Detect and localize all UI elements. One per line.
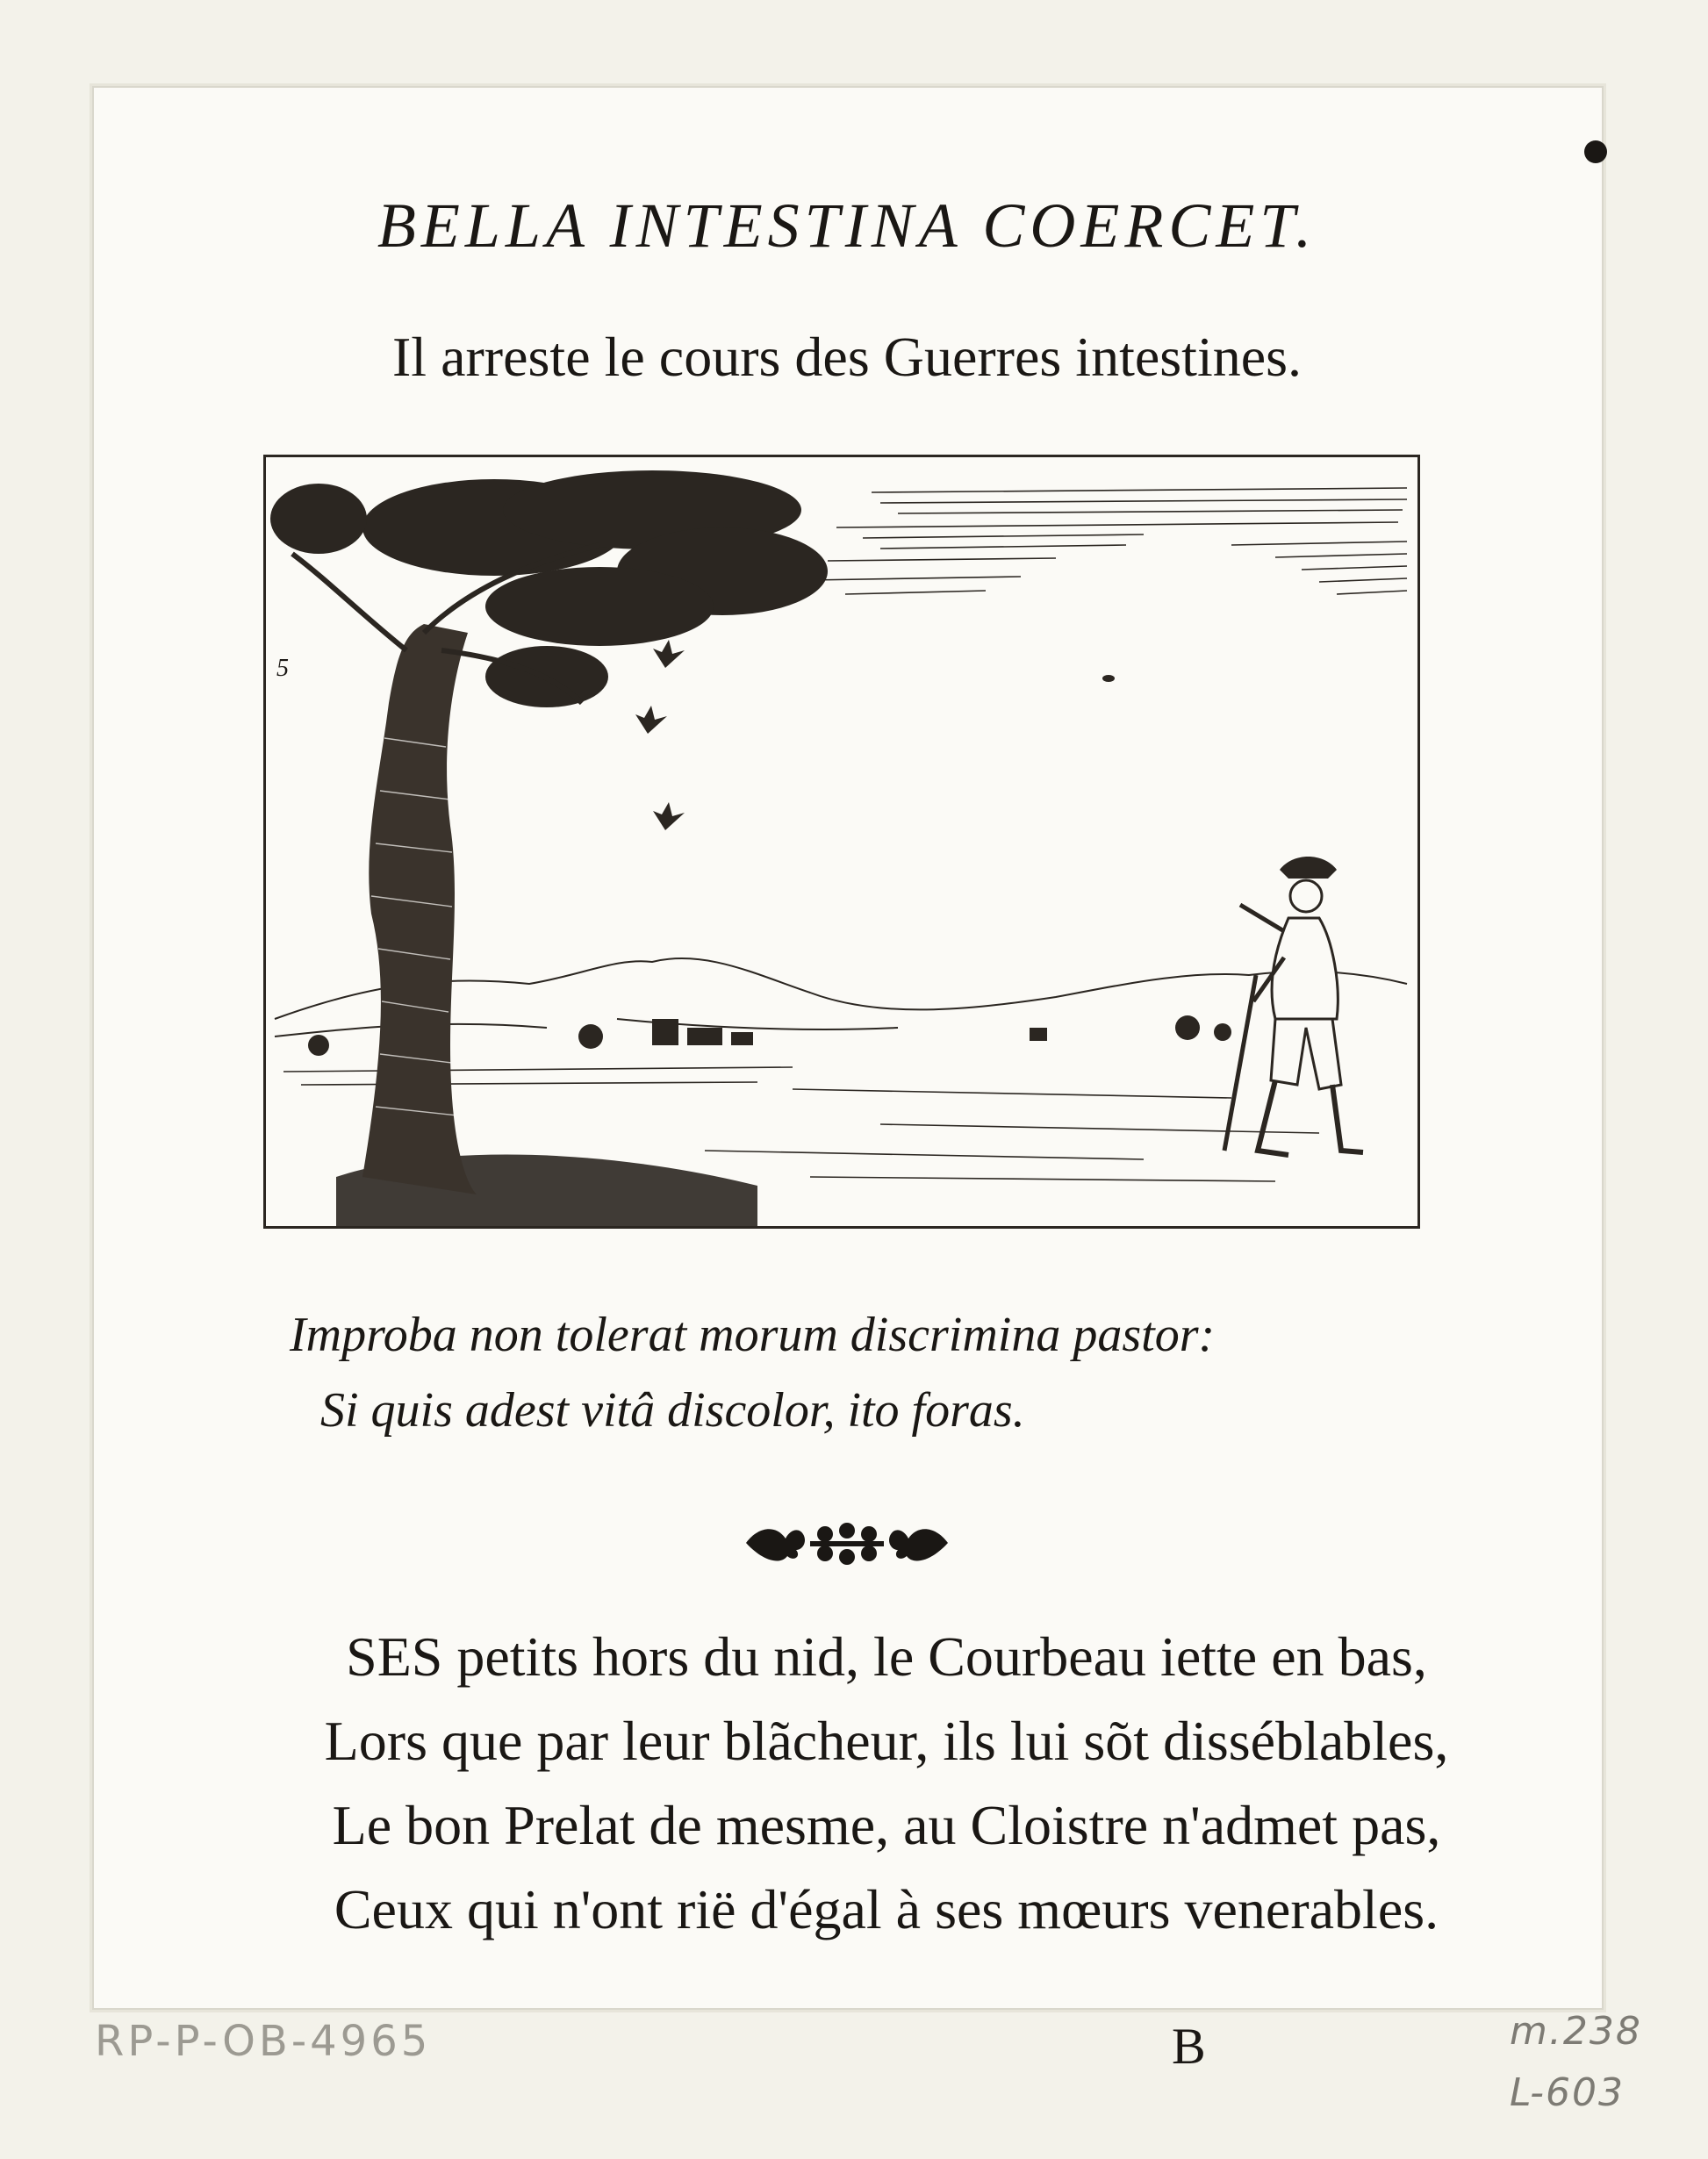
tree-trunk [362,624,477,1194]
french-subtitle: Il arreste le cours des Guerres intestines. [391,326,1303,388]
catalogue-references [1510,2001,1642,2124]
catalogue-ref-2: L-603 [1510,2070,1625,2115]
inventory-number: RP-P-OB-4965 [95,2017,432,2066]
french-verse [189,1615,1584,1952]
french-line-3: Le bon Prelat de mesme, au Cloistre n'admet pas, [332,1794,1441,1856]
fleuron-ornament [742,1508,952,1578]
latin-line-1: Improba non tolerat morum discrimina pastor: [290,1308,1216,1362]
signature-mark: B [1172,2018,1206,2075]
tree-foliage [270,470,828,707]
latin-line-2: Si quis adest vitâ discolor, ito foras. [320,1383,1025,1438]
sky-hatching [810,488,1407,594]
etched-plate-image [263,455,1420,1229]
french-line-2: Lors que par leur blãcheur, ils lui sõt disséblables, [324,1710,1449,1772]
french-line-4: Ceux qui n'ont rië d'égal à ses mœurs venerables. [334,1878,1439,1940]
motto-title: BELLA INTESTINA COERCET. [377,190,1317,261]
falling-young-ravens [635,640,1115,830]
latin-verse [290,1297,1518,1448]
plate-number: 5 [276,655,289,682]
catalogue-ref-1: m.238 [1510,2009,1642,2054]
pilgrim-figure [1224,857,1363,1155]
ink-blot [1584,140,1607,163]
french-line-1: SES petits hors du nid, le Courbeau iette en bas, [346,1625,1427,1688]
landscape-illustration [266,457,1417,1226]
